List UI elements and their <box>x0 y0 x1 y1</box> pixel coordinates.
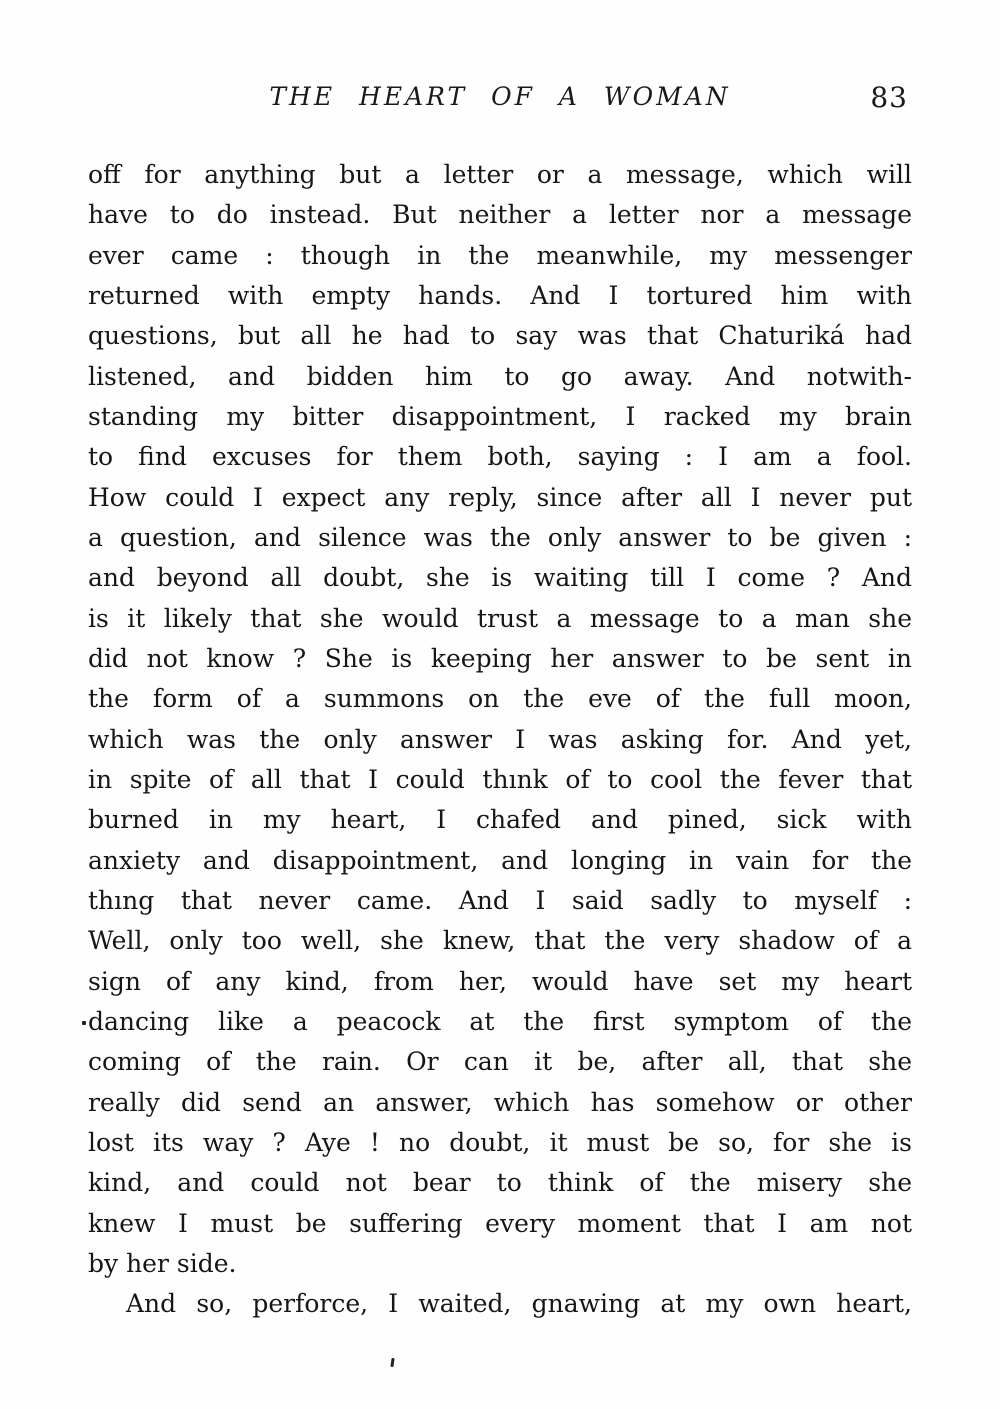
text-line: off for anything but a letter or a message, which will <box>88 160 912 189</box>
text-line: lost its way ? Aye ! no doubt, it must be so, for she is <box>88 1127 912 1157</box>
page-title: THE HEART OF A WOMAN <box>269 82 731 111</box>
text-line: And so, perforce, I waited, gnawing at my own heart, <box>126 1289 912 1319</box>
page-body <box>88 155 912 1325</box>
text-line: did not know ? She is keeping her answer to be sent in <box>88 643 912 673</box>
text-line: burned in my heart, I chafed and pined, sick with <box>88 805 912 835</box>
text-line: a question, and silence was the only answer to be given : <box>88 522 912 552</box>
running-header <box>0 82 1000 122</box>
text-line: Well, only too well, she knew, that the very shadow of a <box>88 926 912 956</box>
text-line: in spite of all that I could thınk of to cool the fever that <box>88 764 912 794</box>
text-line: thıng that never came. And I said sadly to myself : <box>88 885 912 915</box>
text-line: which was the only answer I was asking for. And yet, <box>88 724 912 754</box>
text-line: really did send an answer, which has somehow or other <box>88 1087 912 1117</box>
text-line: How could I expect any reply, since after all I never put <box>88 482 912 512</box>
text-line: knew I must be suffering every moment that I am not <box>88 1208 912 1238</box>
text-line: the form of a summons on the eve of the full moon, <box>88 684 912 714</box>
text-line: kind, and could not bear to think of the misery she <box>88 1168 912 1198</box>
text-line: is it likely that she would trust a message to a man she <box>88 603 912 633</box>
text-line: sign of any kind, from her, would have set my heart <box>88 966 912 996</box>
text-line: by her side. <box>88 1248 237 1278</box>
text-line: returned with empty hands. And I tortured him with <box>88 280 912 310</box>
text-line: anxiety and disappointment, and longing in vain for the <box>88 845 912 875</box>
text-line: have to do instead. But neither a letter nor a message <box>88 200 912 230</box>
text-line: and beyond all doubt, she is waiting till I come ? And <box>88 563 912 593</box>
text-line: coming of the rain. Or can it be, after all, that she <box>88 1047 912 1077</box>
text-line: listened, and bidden him to go away. And notwith- <box>88 361 912 391</box>
page-number: 83 <box>870 81 908 114</box>
ink-speck <box>390 1358 394 1367</box>
text-line: ever came : though in the meanwhile, my messenger <box>88 240 912 270</box>
text-line: dancing like a peacock at the first symptom of the <box>88 1006 912 1036</box>
text-line: questions, but all he had to say was that Chaturiká had <box>88 321 912 351</box>
text-line: standing my bitter disappointment, I racked my brain <box>88 401 912 431</box>
ink-speck <box>82 1021 86 1025</box>
text-line: to find excuses for them both, saying : I am a fool. <box>88 442 912 472</box>
